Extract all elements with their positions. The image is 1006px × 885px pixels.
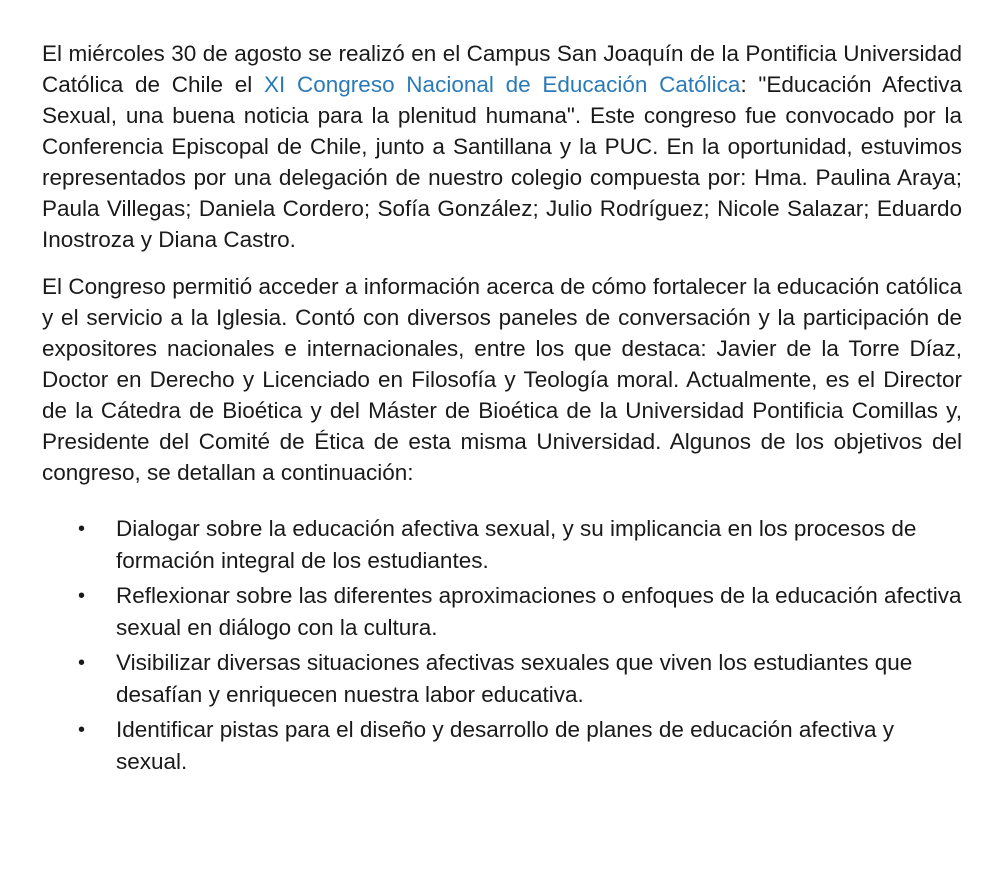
bullet-icon: • bbox=[78, 652, 86, 674]
list-item bbox=[42, 513, 962, 577]
intro-paragraph bbox=[42, 38, 962, 255]
list-item bbox=[42, 580, 962, 644]
intro-text-end: : "Educación Afectiva Sexual, una buena noticia para la plenitud humana". Este congreso fue convocado por la Conferencia Episcopal de Chile, junto a Santillana y la PUC. En la oportunidad, estuvimos representados por una delegación de nuestro colegio compuesta por: Hma. Paulina Araya; Paula Villegas; Daniela Cordero; Sofía González; Julio Rodríguez; Nicole Salazar; Eduardo Inostroza y Diana Castro. bbox=[42, 72, 963, 252]
intro-text-start: El miércoles 30 de agosto se realizó en el Campus San Joaquín de la Pontificia Universidad Católica de Chile el bbox=[42, 41, 962, 97]
list-item bbox=[42, 714, 962, 778]
document-body bbox=[42, 38, 962, 781]
objectives-list bbox=[42, 513, 962, 778]
list-item bbox=[42, 647, 962, 711]
congress-link[interactable]: XI Congreso Nacional de Educación Católica bbox=[264, 72, 741, 97]
bullet-icon: • bbox=[78, 585, 86, 607]
objective-text: Visibilizar diversas situaciones afectivas sexuales que viven los estudiantes que desafían y enriquecen nuestra labor educativa. bbox=[116, 650, 913, 707]
objective-text: Dialogar sobre la educación afectiva sexual, y su implicancia en los procesos de formación integral de los estudiantes. bbox=[116, 516, 917, 573]
objective-text: Reflexionar sobre las diferentes aproximaciones o enfoques de la educación afectiva sexual en diálogo con la cultura. bbox=[116, 583, 962, 640]
congress-description-paragraph: El Congreso permitió acceder a información acerca de cómo fortalecer la educación católica y el servicio a la Iglesia. Contó con diversos paneles de conversación y la participación de expositores nacionales e internacionales, entre los que destaca: Javier de la Torre Díaz, Doctor en Derecho y Licenciado en Filosofía y Teología moral. Actualmente, es el Director de la Cátedra de Bioética y del Máster de Bioética de la Universidad Pontificia Comillas y, Presidente del Comité de Ética de esta misma Universidad. Algunos de los objetivos del congreso, se detallan a continuación: bbox=[42, 274, 962, 485]
bullet-icon: • bbox=[78, 719, 86, 741]
objective-text: Identificar pistas para el diseño y desarrollo de planes de educación afectiva y sexual. bbox=[116, 717, 894, 774]
bullet-icon: • bbox=[78, 518, 86, 540]
